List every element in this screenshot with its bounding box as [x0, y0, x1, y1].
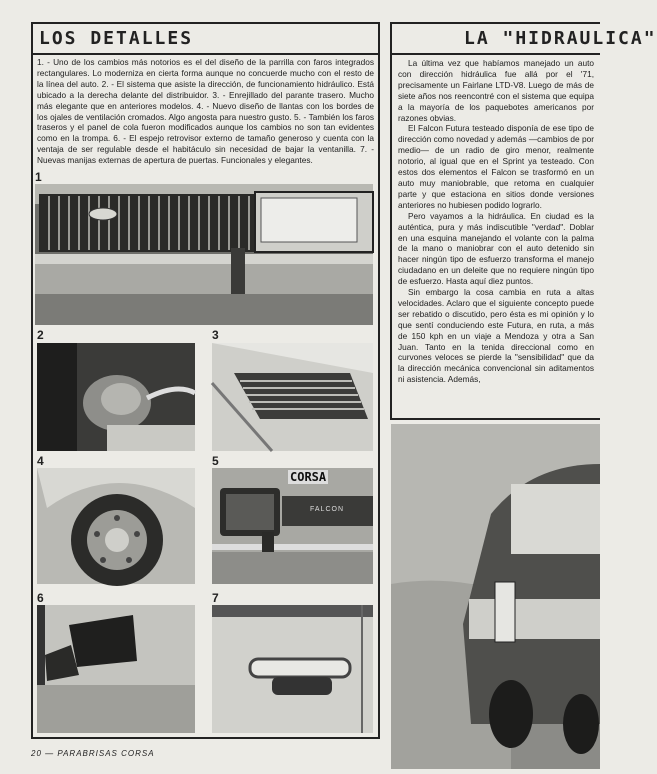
handle-photo-illustration	[212, 605, 373, 733]
grille-photo-illustration	[35, 184, 373, 325]
photo-number-5: 5	[212, 454, 219, 468]
heading-rule	[33, 53, 378, 55]
paragraph: La última vez que habíamos manejado un auto con dirección hidráulica fue allá por el '71, precisamente un Fairlane LTD-V8. Luego de más de siete años nos reencontré con el sistema que equipa a la mayoría de los paquebotes americanos por razones obvias.	[398, 58, 594, 123]
los-detalles-heading: LOS DETALLES	[39, 28, 194, 49]
mirror-photo-illustration	[37, 605, 195, 733]
wheel-photo-illustration	[37, 468, 195, 584]
paragraph: El Falcon Futura testeado disponía de ese tipo de dirección como novedad y además —cambios de por medio— de un radio de giro menor, realmente notorio, al igual que en el Sprint ya testeado. Con estos dos elementos el Falcon se trasformó en un auto muy maniobrable, que retoma en cualquier parte y que estaciona en sitios donde versiones anteriores no hubiesen podido lograrlo.	[398, 123, 594, 210]
photo-car-action	[391, 424, 600, 769]
photo-pump	[37, 343, 195, 451]
photo-tail	[212, 468, 373, 584]
photo-number-7: 7	[212, 591, 219, 605]
photo-number-4: 4	[37, 454, 44, 468]
details-text: 1. - Uno de los cambios más notorios es el del diseño de la parrilla con faros integrados rectangulares. Lo moderniza en cierta forma aunque no concuerde mucho con el resto de la línea del auto. 2. - El sistema que asiste la dirección, de funcionamiento hidráulico. Está ubicado a la derecha delante del distribuidor. 3. - Enrejillado del parante trasero. Mucho más elegante que en anteriores modelos. 4. - Nuevo diseño de llantas con los bordes de los ojales de ventilación cromados. Algo angosta para nuestro gusto. 5. - También los faros traseros y el panel de cola fueron modificados aunque los cambios no son tan evidentes como en la trompa. 6. - El espejo retrovisor externo de tamaño generoso y cuenta con la ventaja de ser regulable desde el habitáculo sin necesidad de bajar la ventanilla. 7. - Nuevas manijas externas de apertura de puertas. Funcionales y elegantes.	[37, 57, 374, 166]
car-photo-illustration	[391, 424, 600, 769]
photo-vent	[212, 343, 373, 451]
photo-grille	[35, 184, 373, 325]
photo-number-6: 6	[37, 591, 44, 605]
pump-photo-illustration	[37, 343, 195, 451]
photo-number-1: 1	[35, 170, 42, 184]
heading-rule-right	[392, 53, 600, 55]
photo-handle	[212, 605, 373, 733]
hidraulica-text	[398, 58, 594, 385]
paragraph: Pero vayamos a la hidráulica. En ciudad es la auténtica, pura y más indiscutible "verdad". Doblar en una esquina manejando el volante con la palma de la mano o maniobrar con el auto detenido sin hacer ningún tipo de esfuerzo transforma el manejo ciudadano en un deleite que no requiere ningún tipo de esfuerzo. Hasta aquí diez puntos.	[398, 210, 594, 287]
vent-photo-illustration	[212, 343, 373, 451]
tail-photo-illustration	[212, 468, 373, 584]
photo-number-3: 3	[212, 328, 219, 342]
hidraulica-column	[390, 22, 657, 420]
hidraulica-heading: LA "HIDRAULICA"	[464, 28, 657, 49]
corsa-badge: CORSA	[290, 470, 327, 484]
falcon-badge: FALCON	[310, 506, 345, 513]
photo-wheel	[37, 468, 195, 584]
photo-number-2: 2	[37, 328, 44, 342]
page-footer: 20 — PARABRISAS CORSA	[31, 749, 155, 758]
paragraph: Sin embargo la cosa cambia en ruta a altas velocidades. Aclaro que el siguiente concepto puede ser rebatido o discutido, pero ésta es mi opinión y lo que sentí conduciendo este Futura, en ruta, a más de 150 kph en un viaje a Mendoza y otra a San Juan. Tanto en la tenida direccional como en curvones veloces se pierde la "sensibilidad" que da la dirección mecánica convencional sin aditamentos ni asistencia. Además,	[398, 287, 594, 385]
photo-mirror	[37, 605, 195, 733]
